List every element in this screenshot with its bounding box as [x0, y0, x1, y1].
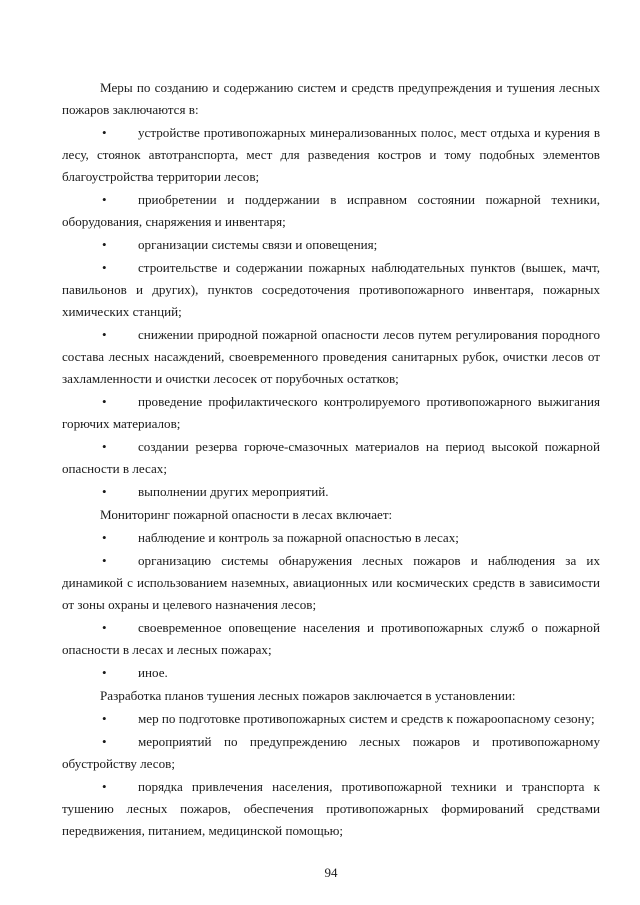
bullet-icon: • [102, 665, 107, 680]
list-item: • выполнении других мероприятий. [62, 481, 600, 503]
list-item: • устройстве противопожарных минерализованных полос, мест отдыха и курения в лесу, стоянок автотранспорта, мест для разведения костров и тому подобных элементов благоустройства территории лесов; [62, 122, 600, 188]
paragraph: Разработка планов тушения лесных пожаров заключается в установлении: [100, 688, 516, 703]
list-item: • иное. [62, 662, 600, 684]
list-item: • проведение профилактического контролируемого противопожарного выжигания горючих материалов; [62, 391, 600, 435]
list-item: • строительстве и содержании пожарных наблюдательных пунктов (вышек, мачт, павильонов и других), пунктов сосредоточения противопожарного инвентаря, пожарных химических станций; [62, 257, 600, 323]
list-item: • порядка привлечения населения, противопожарной техники и транспорта к тушению лесных пожаров, обеспечения противопожарных формирований средствами передвижения, питанием, медицинской помощью; [62, 776, 600, 842]
bullet-icon: • [102, 439, 107, 454]
bullet-icon: • [102, 553, 107, 568]
bullet-icon: • [102, 237, 107, 252]
page-number: 94 [324, 865, 338, 880]
list-item: • мер по подготовке противопожарных систем и средств к пожароопасному сезону; [62, 708, 600, 730]
bullet-icon: • [102, 327, 107, 342]
bullet-icon: • [102, 125, 107, 140]
bullet-icon: • [102, 260, 107, 275]
document-body [62, 77, 600, 843]
list-item: • мероприятий по предупреждению лесных пожаров и противопожарному обустройству лесов; [62, 731, 600, 775]
bullet-icon: • [102, 620, 107, 635]
list-item: • организацию системы обнаружения лесных пожаров и наблюдения за их динамикой с использованием наземных, авиационных или космических средств в зависимости от зоны охраны и целевого назначения лесов; [62, 550, 600, 616]
bullet-icon: • [102, 484, 107, 499]
document-page [62, 0, 600, 905]
list-item: • снижении природной пожарной опасности лесов путем регулирования породного состава лесных насаждений, своевременного проведения санитарных рубок, очистки лесов от захламленности и очистки лесосек от порубочных остатков; [62, 324, 600, 390]
list-item: • своевременное оповещение населения и противопожарных служб о пожарной опасности в лесах и лесных пожарах; [62, 617, 600, 661]
bullet-icon: • [102, 711, 107, 726]
list-item: • организации системы связи и оповещения; [62, 234, 600, 256]
bullet-icon: • [102, 530, 107, 545]
bullet-icon: • [102, 192, 107, 207]
list-item: • создании резерва горюче-смазочных материалов на период высокой пожарной опасности в лесах; [62, 436, 600, 480]
bullet-icon: • [102, 779, 107, 794]
bullet-icon: • [102, 394, 107, 409]
paragraph: Мониторинг пожарной опасности в лесах включает: [100, 507, 393, 522]
paragraph: Меры по созданию и содержанию систем и средств предупреждения и тушения лесных пожаров заключаются в: [62, 80, 600, 117]
bullet-icon: • [102, 734, 107, 749]
list-item: • наблюдение и контроль за пожарной опасностью в лесах; [62, 527, 600, 549]
list-item: • приобретении и поддержании в исправном состоянии пожарной техники, оборудования, снаряжения и инвентаря; [62, 189, 600, 233]
